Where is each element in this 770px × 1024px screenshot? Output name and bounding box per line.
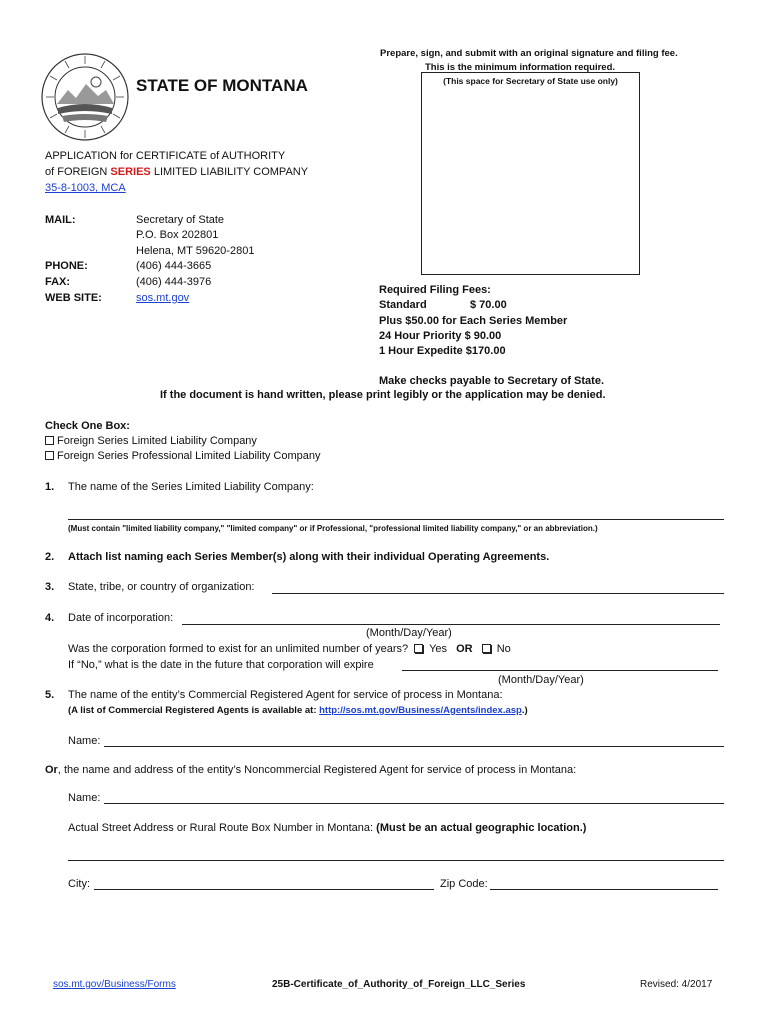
commercial-agent-name-field[interactable]	[104, 746, 724, 747]
item3-text: State, tribe, or country of organization:	[68, 581, 255, 593]
instructions-line1: Prepare, sign, and submit with an original signature and filing fee.	[380, 48, 678, 59]
item2-text: Attach list naming each Series Member(s) along with their individual Operating Agreements.	[68, 551, 550, 563]
commercial-agent-name-label: Name:	[68, 735, 101, 747]
item5-note	[68, 705, 528, 716]
item1-text: The name of the Series Limited Liability Company:	[68, 481, 314, 493]
footer-forms-link[interactable]: sos.mt.gov/Business/Forms	[53, 979, 176, 990]
checkbox-yes[interactable]	[414, 644, 423, 653]
item1-note: (Must contain "limited liability company," "limited company" or if Professional, "professional limited liability company," or an abbreviation.)	[68, 524, 598, 533]
unlimited-question-text: Was the corporation formed to exist for an unlimited number of years?	[68, 643, 409, 655]
noncommercial-text: , the name and address of the entity’s Noncommercial Registered Agent for service of process in Montana:	[57, 764, 577, 776]
mail-line3: Helena, MT 59620-2801	[136, 245, 255, 257]
agents-list-link[interactable]: http://sos.mt.gov/Business/Agents/index.asp	[319, 705, 522, 716]
item4-number: 4.	[45, 612, 55, 624]
fees-heading: Required Filing Fees:	[379, 284, 491, 296]
unlimited-question	[68, 643, 511, 656]
state-seal	[40, 52, 130, 142]
checkbox-no[interactable]	[482, 644, 491, 653]
footer-revised: Revised: 4/2017	[640, 979, 713, 990]
form-title-suffix: LIMITED LIABILITY COMPANY	[150, 166, 309, 178]
item4-text: Date of incorporation:	[68, 612, 174, 624]
option-llc-label: Foreign Series Limited Liability Company	[57, 435, 257, 447]
series-highlight: SERIES	[110, 166, 151, 178]
website-link[interactable]: sos.mt.gov	[136, 292, 190, 304]
zip-field[interactable]	[490, 889, 718, 890]
fax-label: FAX:	[45, 276, 71, 288]
fax-value: (406) 444-3976	[136, 276, 212, 288]
organization-state-field[interactable]	[272, 593, 724, 594]
street-address-field[interactable]	[68, 860, 724, 861]
item2-number: 2.	[45, 551, 55, 563]
item3-number: 3.	[45, 581, 55, 593]
instructions-line2: This is the minimum information required.	[425, 62, 616, 73]
item5-text: The name of the entity’s Commercial Registered Agent for service of process in Montana:	[68, 689, 503, 701]
form-title-line2	[45, 166, 308, 179]
address-label: Actual Street Address or Rural Route Box Number in Montana:	[68, 822, 374, 834]
item5-number: 5.	[45, 689, 55, 701]
sos-use-box	[421, 72, 640, 275]
option-llc[interactable]	[45, 435, 257, 448]
no-label: No	[496, 643, 511, 655]
noncommercial-agent-name-field[interactable]	[104, 803, 724, 804]
option-pllc-label: Foreign Series Professional Limited Liability Company	[57, 450, 321, 462]
mail-label: MAIL:	[45, 214, 76, 226]
checkbox-llc[interactable]	[45, 436, 54, 445]
noncommercial-agent-name-label: Name:	[68, 792, 101, 804]
fee-series-member: Plus $50.00 for Each Series Member	[379, 315, 568, 327]
item5-note-prefix: (A list of Commercial Registered Agents is available at:	[68, 705, 320, 716]
state-title: STATE OF MONTANA	[136, 76, 308, 95]
handwritten-note: If the document is hand written, please print legibly or the application may be denied.	[160, 389, 606, 401]
payable-note: Make checks payable to Secretary of State.	[379, 375, 604, 387]
noncommercial-agent-heading	[45, 764, 576, 777]
mail-line2: P.O. Box 202801	[136, 229, 219, 241]
or-label: OR	[456, 643, 473, 655]
date-hint-1: (Month/Day/Year)	[366, 627, 452, 639]
mail-line1: Secretary of State	[136, 214, 225, 226]
fee-priority: 24 Hour Priority $ 90.00	[379, 330, 502, 342]
sos-box-label: (This space for Secretary of State use only)	[443, 76, 618, 86]
llc-name-field[interactable]	[68, 519, 724, 520]
form-title-line1: APPLICATION for CERTIFICATE of AUTHORITY	[45, 150, 286, 162]
check-box-heading: Check One Box:	[45, 420, 130, 432]
city-field[interactable]	[94, 889, 434, 890]
statute-link[interactable]: 35-8-1003, MCA	[45, 182, 126, 194]
phone-value: (406) 444-3665	[136, 260, 212, 272]
form-title-prefix: of FOREIGN	[45, 166, 111, 178]
zip-label: Zip Code:	[440, 878, 488, 890]
option-pllc[interactable]	[45, 450, 321, 463]
address-label-row	[68, 822, 586, 835]
address-note: (Must be an actual geographic location.)	[376, 822, 587, 834]
fee-expedite: 1 Hour Expedite $170.00	[379, 345, 506, 357]
checkbox-pllc[interactable]	[45, 451, 54, 460]
item1-number: 1.	[45, 481, 55, 493]
phone-label: PHONE:	[45, 260, 88, 272]
fee-standard-amount: $ 70.00	[470, 299, 507, 311]
city-label: City:	[68, 878, 90, 890]
website-label: WEB SITE:	[45, 292, 102, 304]
footer-form-name: 25B-Certificate_of_Authority_of_Foreign_LLC_Series	[272, 979, 526, 990]
incorporation-date-field[interactable]	[182, 624, 720, 625]
yes-label: Yes	[429, 643, 448, 655]
item5-note-suffix: .)	[521, 705, 528, 716]
fee-standard-label: Standard	[379, 299, 427, 311]
or-word: Or	[45, 764, 58, 776]
expire-question: If “No,” what is the date in the future that corporation will expire	[68, 659, 374, 671]
expire-date-field[interactable]	[402, 670, 718, 671]
date-hint-2: (Month/Day/Year)	[498, 674, 584, 686]
